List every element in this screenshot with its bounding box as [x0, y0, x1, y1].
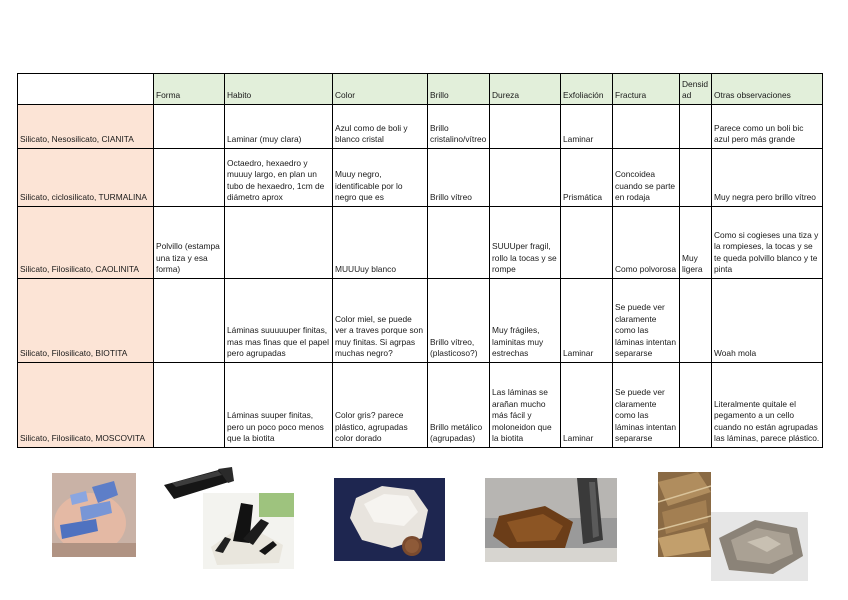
- fractura-cell[interactable]: Concoidea cuando se parte en rodaja: [613, 149, 680, 207]
- exfoliacion-cell[interactable]: [561, 207, 613, 279]
- observaciones-cell[interactable]: Parece como un boli bic azul pero más grande: [712, 105, 823, 149]
- minerals-table: [17, 73, 823, 448]
- observaciones-cell[interactable]: Muy negra pero brillo vítreo: [712, 149, 823, 207]
- observaciones-cell[interactable]: Literalmente quitale el pegamento a un cello cuando no están agrupadas las láminas, parece plástico.: [712, 363, 823, 448]
- mineral-cell[interactable]: Silicato, Nesosilicato, CIANITA: [18, 105, 154, 149]
- table-row-biotita: [18, 279, 823, 363]
- forma-cell[interactable]: [154, 363, 225, 448]
- color-cell[interactable]: Color miel, se puede ver a traves porque son muy finitas. Si agrpas muchas negro?: [333, 279, 428, 363]
- brillo-cell[interactable]: Brillo metálico (agrupadas): [428, 363, 490, 448]
- dureza-cell[interactable]: Muy frágiles, laminitas muy estrechas: [490, 279, 561, 363]
- header-dureza[interactable]: Dureza: [490, 74, 561, 105]
- header-color[interactable]: Color: [333, 74, 428, 105]
- exfoliacion-cell[interactable]: Laminar: [561, 279, 613, 363]
- header-fractura[interactable]: Fractura: [613, 74, 680, 105]
- forma-cell[interactable]: [154, 149, 225, 207]
- cianita-photo: [52, 473, 136, 557]
- caolinita-photo: [334, 478, 445, 561]
- fractura-cell[interactable]: Se puede ver claramente como las láminas intentan separarse: [613, 279, 680, 363]
- mineral-cell[interactable]: Silicato, Filosilicato, MOSCOVITA: [18, 363, 154, 448]
- densidad-cell[interactable]: Muy ligera: [680, 207, 712, 279]
- forma-cell[interactable]: Polvillo (estampa una tiza y esa forma): [154, 207, 225, 279]
- brillo-cell[interactable]: [428, 207, 490, 279]
- mineral-cell[interactable]: Silicato, ciclosilicato, TURMALINA: [18, 149, 154, 207]
- fractura-cell[interactable]: Como polvorosa: [613, 207, 680, 279]
- header-habito[interactable]: Habito: [225, 74, 333, 105]
- habito-cell[interactable]: Laminar (muy clara): [225, 105, 333, 149]
- observaciones-cell[interactable]: Como si cogieses una tiza y la rompieses, la tocas y se te queda polvillo blanco y te pinta: [712, 207, 823, 279]
- biotita-photo: [485, 478, 617, 562]
- header-exfoliacion[interactable]: Exfoliación: [561, 74, 613, 105]
- densidad-cell[interactable]: [680, 279, 712, 363]
- header-row: [18, 74, 823, 105]
- table-row-moscovita: [18, 363, 823, 448]
- fractura-cell[interactable]: [613, 105, 680, 149]
- mineral-cell[interactable]: Silicato, Filosilicato, CAOLINITA: [18, 207, 154, 279]
- color-cell[interactable]: Muuy negro, identificable por lo negro que es: [333, 149, 428, 207]
- header-corner[interactable]: [18, 74, 154, 105]
- forma-cell[interactable]: [154, 279, 225, 363]
- habito-cell[interactable]: Láminas suuuuuper finitas, mas mas finas que el papel pero agrupadas: [225, 279, 333, 363]
- header-observaciones[interactable]: Otras observaciones: [712, 74, 823, 105]
- fractura-cell[interactable]: Se puede ver claramente como las láminas intentan separarse: [613, 363, 680, 448]
- densidad-cell[interactable]: [680, 105, 712, 149]
- forma-cell[interactable]: [154, 105, 225, 149]
- dureza-cell[interactable]: SUUUper fragil, rollo la tocas y se rompe: [490, 207, 561, 279]
- brillo-cell[interactable]: Brillo cristalino/vítreo: [428, 105, 490, 149]
- exfoliacion-cell[interactable]: Laminar: [561, 105, 613, 149]
- color-cell[interactable]: MUUUuy blanco: [333, 207, 428, 279]
- header-brillo[interactable]: Brillo: [428, 74, 490, 105]
- moscovita-sheets-photo: [658, 472, 711, 557]
- table-row-caolinita: [18, 207, 823, 279]
- exfoliacion-cell[interactable]: Prismática: [561, 149, 613, 207]
- dureza-cell[interactable]: [490, 149, 561, 207]
- habito-cell[interactable]: Láminas suuper finitas, pero un poco poco menos que la biotita: [225, 363, 333, 448]
- densidad-cell[interactable]: [680, 363, 712, 448]
- moscovita-block-photo: [711, 512, 808, 581]
- header-forma[interactable]: Forma: [154, 74, 225, 105]
- color-cell[interactable]: Color gris? parece plástico, agrupadas color dorado: [333, 363, 428, 448]
- dureza-cell[interactable]: [490, 105, 561, 149]
- brillo-cell[interactable]: Brillo vítreo, (plasticoso?): [428, 279, 490, 363]
- table-row-cianita: [18, 105, 823, 149]
- habito-cell[interactable]: Octaedro, hexaedro y muuuy largo, en plan un tubo de hexaedro, 1cm de diámetro aprox: [225, 149, 333, 207]
- color-cell[interactable]: Azul como de boli y blanco cristal: [333, 105, 428, 149]
- header-densidad[interactable]: Densidad: [680, 74, 712, 105]
- brillo-cell[interactable]: Brillo vítreo: [428, 149, 490, 207]
- turmalina-specimen-photo: [203, 493, 294, 569]
- exfoliacion-cell[interactable]: Laminar: [561, 363, 613, 448]
- mineral-cell[interactable]: Silicato, Filosilicato, BIOTITA: [18, 279, 154, 363]
- table-row-turmalina: [18, 149, 823, 207]
- dureza-cell[interactable]: Las láminas se arañan mucho más fácil y moloneidon que la biotita: [490, 363, 561, 448]
- habito-cell[interactable]: [225, 207, 333, 279]
- densidad-cell[interactable]: [680, 149, 712, 207]
- observaciones-cell[interactable]: Woah mola: [712, 279, 823, 363]
